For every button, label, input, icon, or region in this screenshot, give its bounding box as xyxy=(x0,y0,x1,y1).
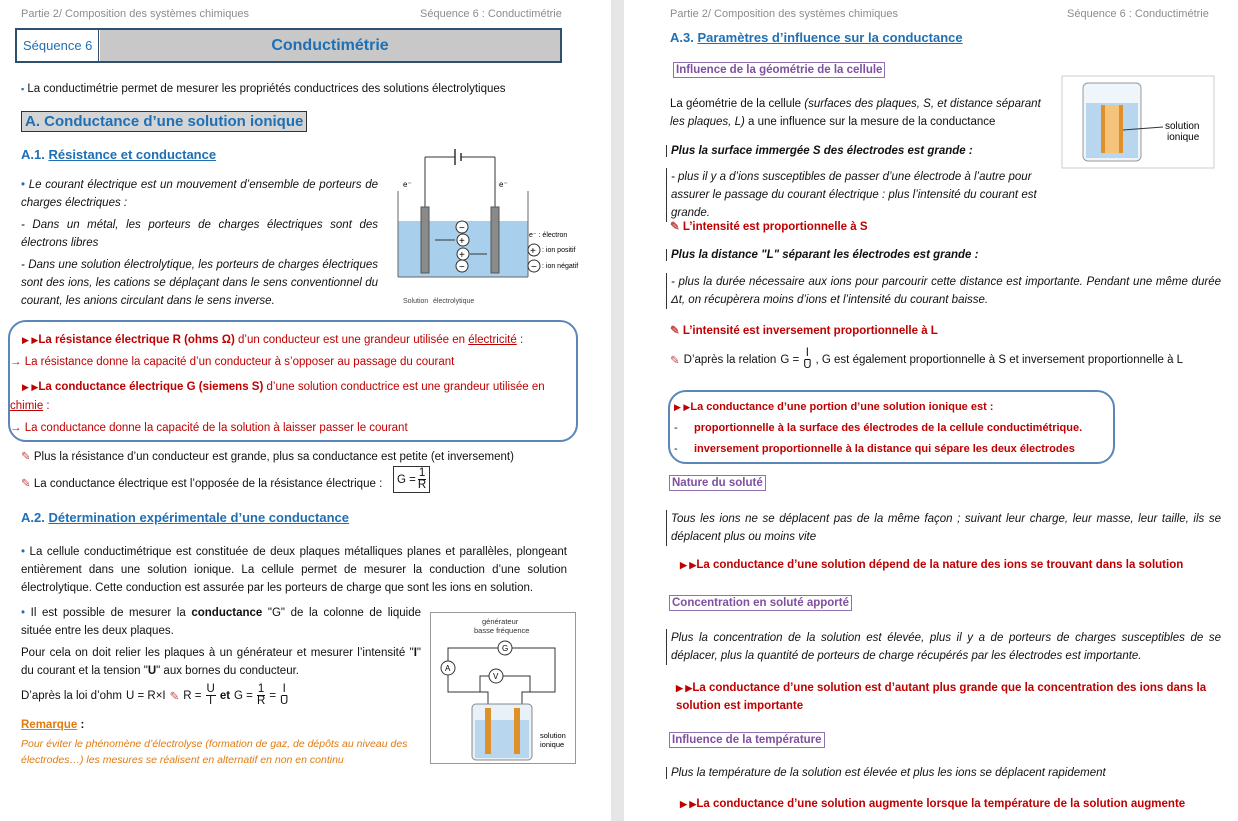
temperature-text: Plus la température de la solution est élevée et plus les ions se déplacent rapidement xyxy=(666,767,1221,779)
g-symbol: G xyxy=(502,644,509,653)
section-a-heading: A. Conductance d’une solution ionique xyxy=(21,111,307,132)
conductance-box-text: ▶ ▶La conductance d’une portion d’une solution ionique est : - proportionnelle à la surface des électrodes de la cellule conductimétrique. - inversement proportionnelle à la distance qui sépare les deux électrodes xyxy=(674,401,1083,455)
surface-conclusion: ✎ L’intensité est proportionnelle à S xyxy=(670,221,868,233)
svg-text:+: + xyxy=(530,246,536,257)
a2-paragraph: • La cellule conductimétrique est constituée de deux plaques métalliques planes et parallèles, plongeant entièrement dans une solution ionique. La cellule permet de mesurer la conduction d’une solution électrolytique. Cette conduction est assurée par les porteurs de charge que sont les ions en solution. xyxy=(21,546,567,594)
subheading-concentration: Concentration en soluté apporté xyxy=(669,595,852,611)
ionic-label-2: ionique xyxy=(540,740,565,749)
low-frequency-label: basse fréquence xyxy=(474,626,530,635)
formula-g-1-over-r: G = $\frac{1}{R}$ xyxy=(393,466,430,493)
legend-electron: e⁻ : électron xyxy=(529,232,568,239)
ohm-law-line: D’après la loi d’ohm U = R×I ✎ R = $\frac{U}{I}$ et G = $\frac{1}{R}$ = $\frac{I}{U}$ xyxy=(21,683,289,707)
sequence-label: Séquence 6 xyxy=(17,30,99,61)
legend-positive: : ion positif xyxy=(542,247,576,254)
relation-line: ✎ D’après la relation G = $\frac{I}{U}$ , G est également proportionnelle à S et inversement proportionnelle à L xyxy=(670,347,1184,371)
nature-conclusion: ▶ ▶La conductance d’une solution dépend de la nature des ions se trouvant dans la solution xyxy=(680,559,1184,571)
subheading-geometry: Influence de la géométrie de la cellule xyxy=(673,62,885,78)
solution-label-2: solution xyxy=(540,731,566,740)
svg-text:−: − xyxy=(459,262,465,273)
legend-negative: : ion négatif xyxy=(542,263,579,270)
remark-heading: Remarque : xyxy=(21,719,85,731)
definition-box-text: ▶ ▶La résistance électrique R (ohms Ω) d’un conducteur est une grandeur utilisée en électricité : → La résistance donne la capacité d’un conducteur à s’opposer au passage du courant ▶ ▶La conductance électrique G (siemens S) d’une solution conductrice est une grandeur utilisée en chimie : → La conductance donne la capacité de la solution à laisser passer le courant xyxy=(10,334,545,434)
cell-diagram xyxy=(1061,75,1215,169)
nature-text: Tous les ions ne se déplacent pas de la même façon ; suivant leur charge, leur masse, leur taille, ils se déplacent plus ou moins vite xyxy=(666,510,1221,546)
e-minus-right: e⁻ xyxy=(499,180,508,189)
svg-text:+: + xyxy=(459,236,465,247)
solution-label: Solution xyxy=(403,298,429,305)
intro-text: ▪ La conductimétrie permet de mesurer les propriétés conductrices des solutions électrolytiques xyxy=(21,83,506,95)
concentration-text: Plus la concentration de la solution est élevée, plus il y a de porteurs de charges susceptibles de se déplacer, plus la quantité de porteurs de charge récupérés par les électrodes est importante. xyxy=(666,629,1221,665)
e-minus-left: e⁻ xyxy=(403,180,412,189)
svg-text:+: + xyxy=(459,250,465,261)
electrolysis-diagram xyxy=(395,143,595,308)
cell-solution-label: solution xyxy=(1165,121,1200,132)
concentration-conclusion: ▶ ▶La conductance d’une solution est d’autant plus grande que la concentration des ions dans la solution est importante xyxy=(676,682,1207,712)
surface-text: - plus il y a d’ions susceptibles de passer d’une électrode à l’autre pour assurer le passage du courant électrique : plus l’intensité du courant est grande. xyxy=(666,168,1051,222)
header-right: Séquence 6 : Conductimétrie xyxy=(420,8,562,20)
resistance-conductance-note: ✎ Plus la résistance d’un conducteur est grande, plus sa conductance est petite (et inversement) xyxy=(21,451,514,463)
header-left-2: Partie 2/ Composition des systèmes chimiques xyxy=(670,8,899,20)
v-symbol: V xyxy=(493,672,499,681)
a2-heading: A.2. Détermination expérimentale d’une conductance xyxy=(21,510,349,525)
a2-paragraph-2: • Il est possible de mesurer la conductance "G" de la colonne de liquide située entre les deux plaques. Pour cela on doit relier les plaques à un générateur et mesurer l’intensité "I" du courant et la tension "U" aux bornes du conducteur. xyxy=(21,607,421,677)
header-right-2: Séquence 6 : Conductimétrie xyxy=(1067,8,1209,20)
a1-heading: A.1. Résistance et conductance xyxy=(21,147,217,162)
electrolytic-label: électrolytique xyxy=(433,298,475,305)
geometry-text: La géométrie de la cellule (surfaces des plaques, S, et distance séparant les plaques, L) a une influence sur la mesure de la conductance xyxy=(670,98,1041,128)
distance-conclusion: ✎ L’intensité est inversement proportionnelle à L xyxy=(670,325,938,337)
svg-text:−: − xyxy=(531,262,537,273)
generator-label: générateur xyxy=(482,617,519,626)
distance-title: Plus la distance "L" séparant les électrodes est grande : xyxy=(666,249,1041,261)
page-title: Conductimétrie xyxy=(100,30,560,61)
svg-text:−: − xyxy=(459,223,465,234)
remark-text: Pour éviter le phénomène d’électrolyse (formation de gaz, de dépôts au niveau des électrodes…) les mesures se réalisent en alternatif en non en continu xyxy=(21,738,408,766)
circuit-diagram xyxy=(430,612,576,764)
title-banner xyxy=(15,28,562,63)
temperature-conclusion: ▶ ▶La conductance d’une solution augmente lorsque la température de la solution augmente xyxy=(680,798,1186,810)
a3-heading: A.3. Paramètres d’influence sur la conductance xyxy=(670,30,963,45)
page-right xyxy=(624,0,1238,821)
a-symbol: A xyxy=(445,664,451,673)
subheading-temperature: Influence de la température xyxy=(669,732,825,748)
page-left xyxy=(0,0,611,821)
cell-ionic-label: ionique xyxy=(1167,132,1200,143)
header-left: Partie 2/ Composition des systèmes chimiques xyxy=(21,8,250,20)
conductance-formula-line: ✎ La conductance électrique est l’opposée de la résistance électrique : xyxy=(21,478,383,490)
surface-title: Plus la surface immergée S des électrodes est grande : xyxy=(666,145,1041,157)
a1-paragraph: • Le courant électrique est un mouvement d’ensemble de porteurs de charges électriques : - Dans un métal, les porteurs de charges électriques sont des électrons libres - Dans une solution électrolytique, les porteurs de charges électriques sont des ions, les cations se déplaçant dans le sens conventionnel du courant, les anions circulant dans le sens inverse. xyxy=(21,179,378,307)
subheading-solute-nature: Nature du soluté xyxy=(669,475,766,491)
distance-text: - plus la durée nécessaire aux ions pour parcourir cette distance est importante. Pendant une même durée Δt, on récupèrera moins d’ions et l’intensité du courant baisse. xyxy=(666,273,1221,309)
